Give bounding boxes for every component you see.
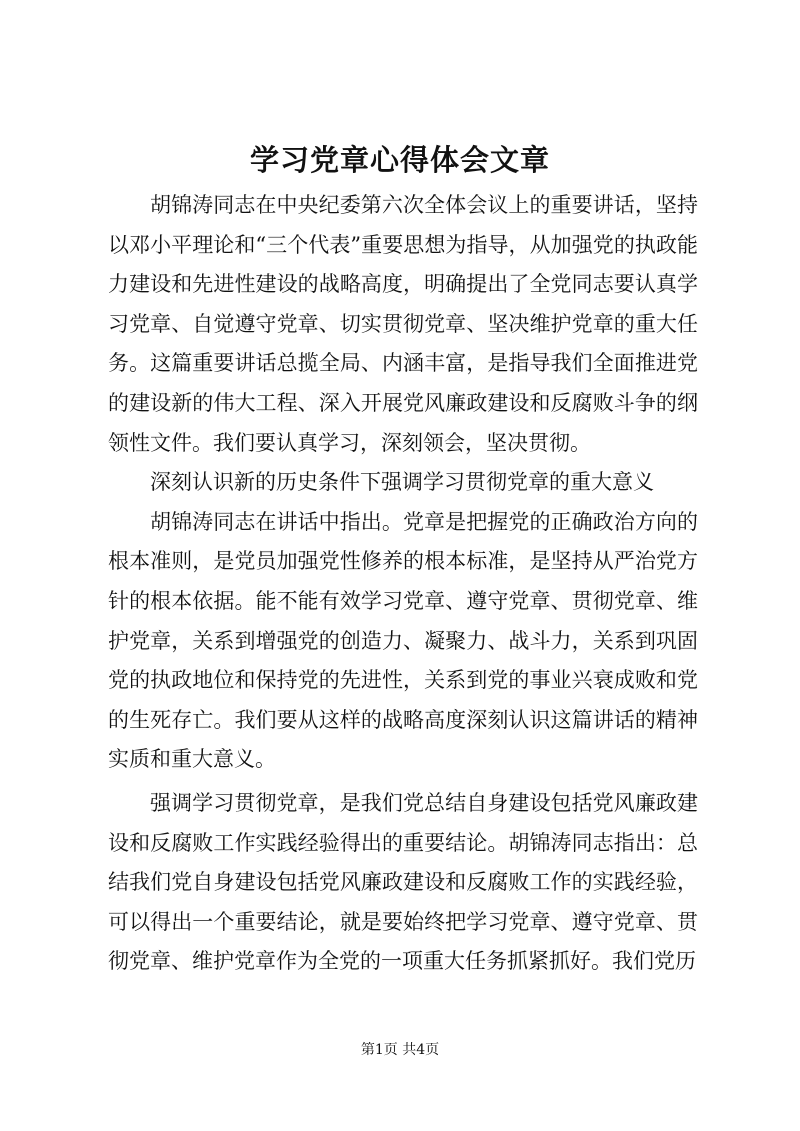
document-body <box>108 186 698 982</box>
paragraph-intro: 胡锦涛同志在中央纪委第六次全体会议上的重要讲话，坚持以邓小平理论和“三个代表”重要思想为指导，从加强党的执政能力建设和先进性建设的战略高度，明确提出了全党同志要认真学习党章、自觉遵守党章、切实贯彻党章、坚决维护党章的重大任务。这篇重要讲话总揽全局、内涵丰富，是指导我们全面推进党的建设新的伟大工程、深入开展党风廉政建设和反腐败斗争的纲领性文件。我们要认真学习，深刻领会，坚决贯彻。 <box>108 193 698 455</box>
paragraph-conclusion: 强调学习贯彻党章，是我们党总结自身建设包括党风廉政建设和反腐败工作实践经验得出的重要结论。胡锦涛同志指出：总结我们党自身建设包括党风廉政建设和反腐败工作的实践经验，可以得出一个重要结论，就是要始终把学习党章、遵守党章、贯彻党章、维护党章作为全党的一项重大任务抓紧抓好。我们党历 <box>108 790 698 974</box>
document-title: 学习党章心得体会文章 <box>249 143 550 177</box>
paragraph-significance: 胡锦涛同志在讲话中指出。党章是把握党的正确政治方向的根本准则，是党员加强党性修养的根本标准，是坚持从严治党方针的根本依据。能不能有效学习党章、遵守党章、贯彻党章、维护党章，关系到增强党的创造力、凝聚力、战斗力，关系到巩固党的执政地位和保持党的先进性，关系到党的事业兴衰成败和党的生死存亡。我们要从这样的战略高度深刻认识这篇讲话的精神实质和重大意义。 <box>108 509 698 772</box>
section-heading: 深刻认识新的历史条件下强调学习贯彻党章的重大意义 <box>150 470 654 495</box>
page-footer: 第1页 共4页 <box>360 1042 440 1058</box>
